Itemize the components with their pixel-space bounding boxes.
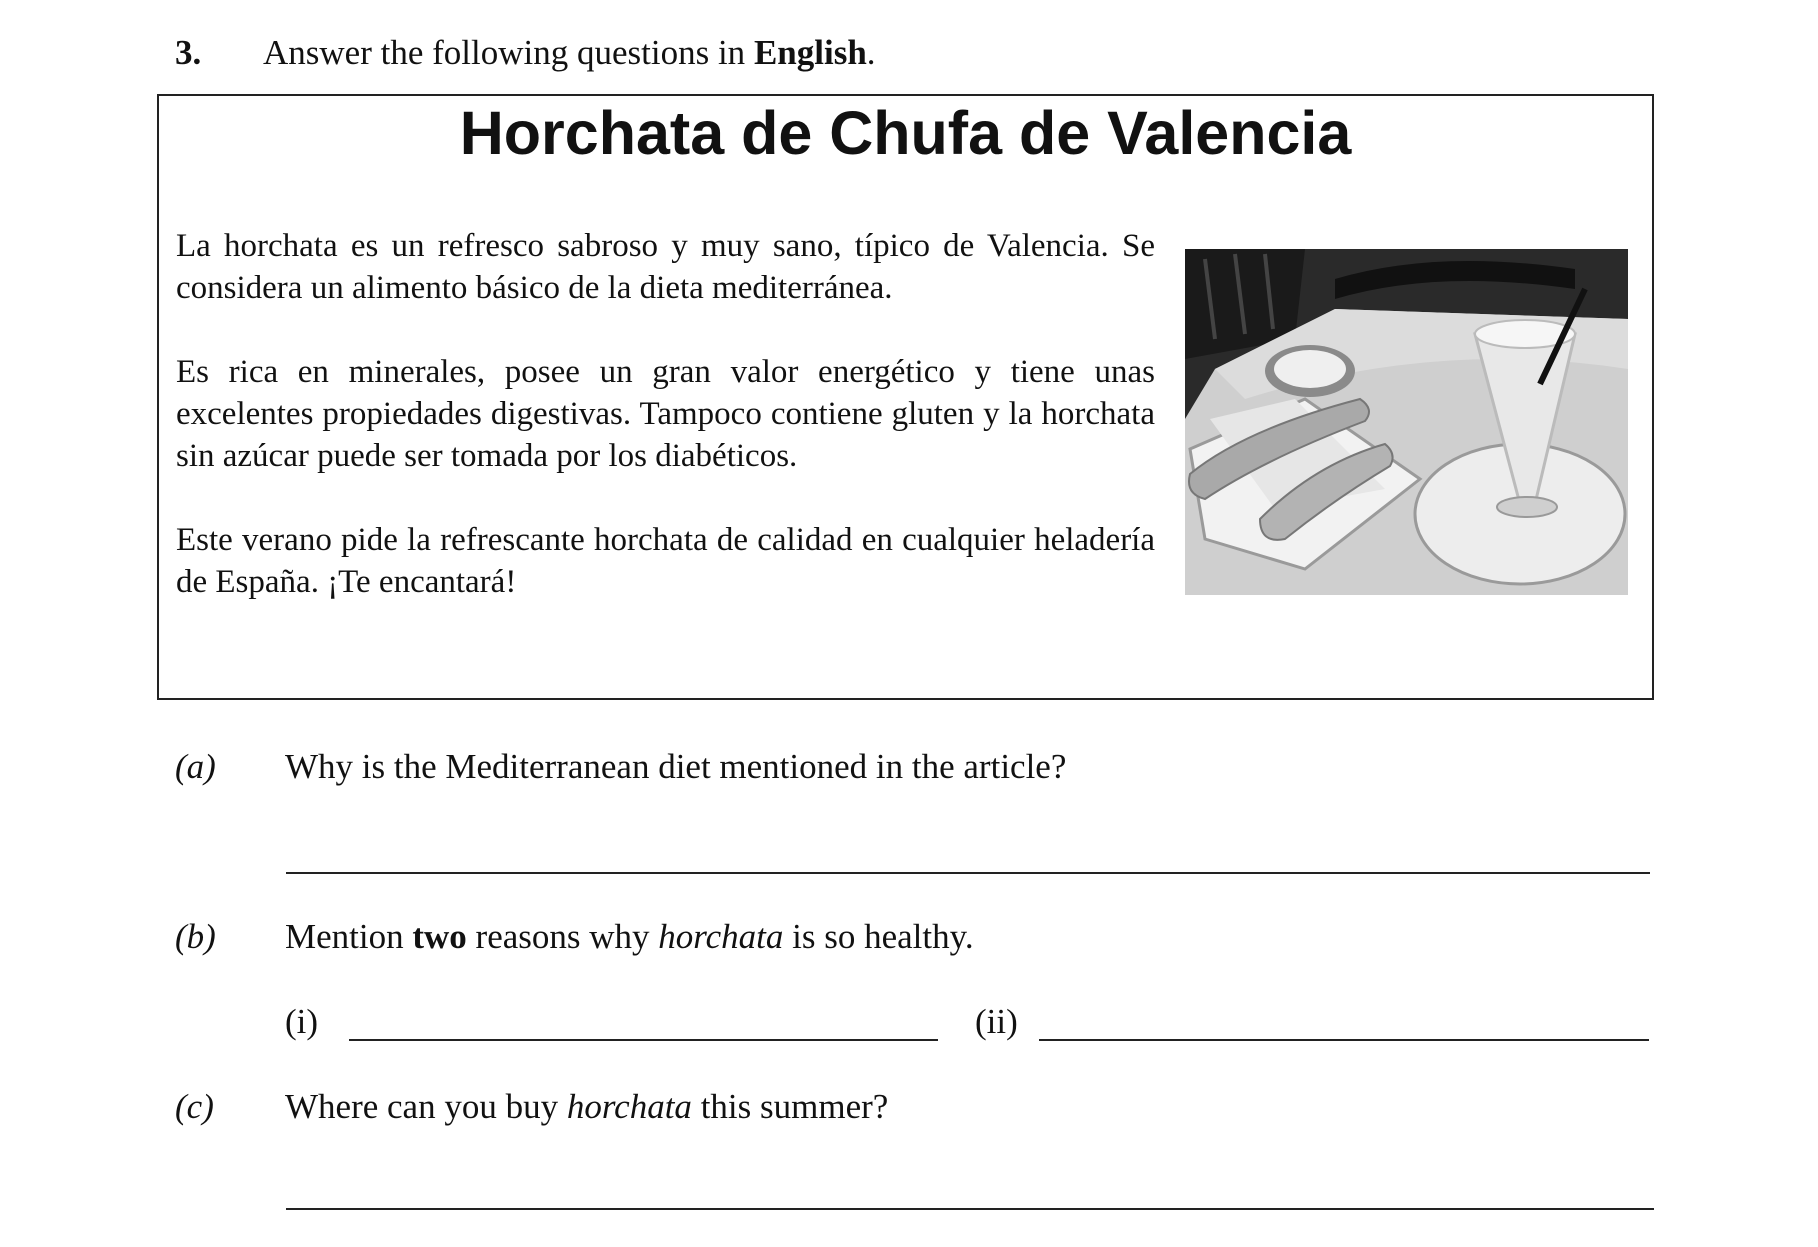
part-i-label: (i) (285, 1002, 319, 1041)
instruction-period: . (866, 33, 876, 72)
article-paragraph: Es rica en minerales, posee un gran valor energético y tiene unas excelentes propiedades digestivas. Tampoco contiene gluten y la horchata sin azúcar puede ser tomada por los diabéticos. (176, 354, 1155, 474)
horchata-photo (1185, 249, 1628, 595)
question-b-text (285, 917, 974, 957)
instruction-text: Answer the following questions in (263, 33, 754, 72)
article-paragraph: La horchata es un refresco sabroso y muy sano, típico de Valencia. Se considera un alimento básico de la dieta mediterránea. (176, 228, 1155, 306)
horchata-photo-illustration (1185, 249, 1628, 595)
question-a-text: Why is the Mediterranean diet mentioned in the article? (285, 747, 1067, 786)
part-ii-label: (ii) (975, 1002, 1018, 1041)
article-body (176, 225, 1155, 645)
question-number: 3. (175, 33, 202, 72)
answer-line-b-i[interactable] (349, 1039, 938, 1041)
question-b-text-middle: reasons why (466, 917, 659, 956)
article-title: Horchata de Chufa de Valencia (459, 99, 1352, 167)
article-paragraph: Este verano pide la refrescante horchata de calidad en cualquier heladería de España. ¡Te encantará! (176, 522, 1155, 600)
question-c-text-end: this summer? (691, 1087, 889, 1126)
answer-line-b-ii[interactable] (1039, 1039, 1649, 1041)
question-b-emphasis: two (412, 917, 467, 956)
question-b-text-start: Mention (285, 917, 413, 956)
question-c-letter: (c) (175, 1087, 214, 1126)
question-b-letter: (b) (175, 917, 216, 956)
instruction-language: English (753, 33, 867, 72)
answer-line-c[interactable] (286, 1208, 1654, 1210)
question-c-text-start: Where can you buy (285, 1087, 567, 1126)
question-a-letter: (a) (175, 747, 216, 786)
answer-line-a[interactable] (286, 872, 1650, 874)
article-box (157, 94, 1654, 700)
question-b-term: horchata (658, 917, 784, 956)
question-b-text-end: is so healthy. (783, 917, 974, 956)
instruction (263, 33, 876, 73)
question-c-term: horchata (566, 1087, 692, 1126)
question-c-text (285, 1087, 888, 1127)
